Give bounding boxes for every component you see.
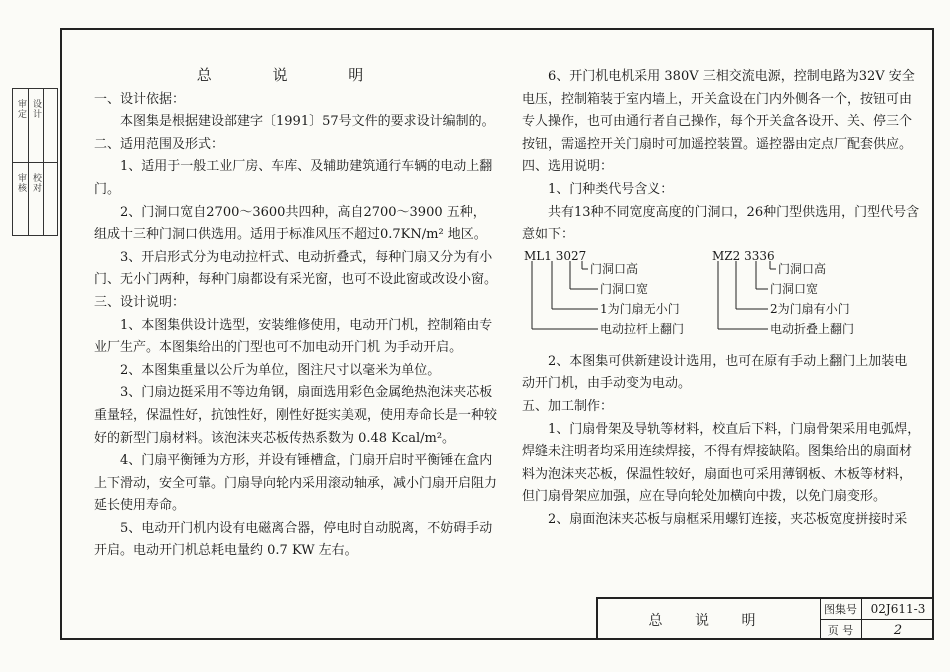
signature-cell: 审定: [16, 99, 26, 119]
code-label: 电动拉杆上翻门: [600, 321, 685, 336]
code-label: 电动折叠上翻门: [770, 321, 855, 336]
code-label: 门洞口高: [590, 261, 639, 276]
paragraph-line: 组成十三种门洞口供选用。适用于标准风压不超过0.7KN/m² 地区。: [94, 227, 487, 243]
door-code: MZ2 3336: [712, 248, 775, 263]
code-label: 门洞口高: [778, 261, 827, 276]
paragraph-line: 焊缝未注明者均采用连续焊接，不得有焊接缺陷。图集给出的扇面材: [522, 444, 913, 460]
paragraph-line: 上下滑动，安全可靠。门扇导向轮内采用滚动轴承，减小门扇开启阻力: [94, 475, 498, 491]
signature-cell: 校对: [31, 173, 41, 193]
paragraph-line: 专人操作，也可由通行者自己操作，每个开关盒各设开、关、停三个: [522, 114, 913, 130]
paragraph-line: 2、门洞口宽自2700～3600共四种，高自2700～3900 五种，: [120, 204, 486, 220]
atlas-value: 02J611-3: [862, 599, 934, 620]
doc-title: 总 说 明: [196, 66, 392, 84]
door-code-diagram: [522, 249, 930, 347]
paragraph-line: 6、开门机电机采用 380V 三相交流电源，控制电路为32V 安全: [548, 69, 915, 84]
paragraph-line: 三、设计说明：: [94, 294, 186, 310]
page-value: 2: [893, 622, 903, 638]
signature-divider: [43, 89, 44, 235]
atlas-label: 图集号: [820, 599, 862, 620]
paragraph-line: 好的新型门扇材料。该泡沫夹芯板传热系数为 0.48 Kcal/m²。: [94, 430, 456, 446]
code-label: 门洞口宽: [600, 281, 649, 296]
signature-cell: 设计: [31, 99, 41, 119]
signature-cell: 审核: [16, 173, 26, 193]
left-paragraphs: [94, 89, 498, 563]
paragraph-line: 2、本图集重量以公斤为单位，图注尺寸以毫米为单位。: [120, 362, 441, 378]
paragraph-line: 1、门扇骨架及导轨等材料，校直后下料，门扇骨架采用电弧焊，: [548, 421, 921, 437]
paragraph-line: 一、设计依据：: [94, 91, 186, 107]
code-label: 2为门扇有小门: [770, 301, 850, 316]
paragraph-line: 二、适用范围及形式：: [94, 136, 225, 152]
paragraph-line: 门。: [94, 181, 121, 197]
paragraph-line: 动开门机，由手动变为电动。: [522, 376, 692, 392]
paragraph-line: 2、扇面泡沫夹芯板与扇框采用螺钉连接，夹芯板宽度拼接时采: [548, 511, 908, 527]
paragraph-line: 2、本图集可供新建设计选用，也可在原有手动上翻门上加装电: [548, 353, 908, 369]
paragraph-line: 四、选用说明：: [522, 159, 614, 175]
paragraph-line: 1、适用于一般工业厂房、车库、及辅助建筑通行车辆的电动上翻: [120, 159, 493, 175]
paragraph-line: 门、无小门两种，每种门扇都设有采光窗，也可不设此窗或改设小窗。: [94, 272, 498, 288]
left-column: [94, 64, 498, 563]
title-block: [596, 597, 934, 640]
right-paragraphs-bottom: [522, 351, 930, 532]
paragraph-line: 但门扇骨架应加强，应在导向轮处加横向中拨，以免门扇变形。: [522, 489, 887, 505]
paragraph-line: 按钮，需遥控开关门扇时可加遥控装置。遥控器由定点厂配套供应。: [522, 136, 913, 152]
code-label: 1为门扇无小门: [600, 301, 680, 316]
signature-divider: [28, 89, 29, 235]
paragraph-line: 1、本图集供设计选型，安装维修使用，电动开门机，控制箱由专: [120, 317, 493, 333]
code-bracket-lines: [522, 249, 930, 347]
signature-strip: [12, 88, 58, 236]
door-code: ML1 3027: [524, 248, 587, 263]
paragraph-line: 本图集是根据建设部建字〔1991〕57号文件的要求设计编制的。: [120, 114, 495, 130]
paragraph-line: 3、开启形式分为电动拉杆式、电动折叠式，每种门扇又分为有小: [120, 249, 493, 265]
page-label: 页 号: [820, 620, 862, 640]
right-paragraphs-top: [522, 66, 930, 247]
paragraph-line: 1、门种类代号含义：: [548, 181, 674, 197]
paragraph-line: 料为泡沫夹芯板，保温性较好，扇面也可采用薄钢板、木板等材料，: [522, 466, 913, 482]
paragraph-line: 业厂生产。本图集给出的门型也可不加电动开门机 为手动开启。: [94, 340, 463, 356]
paragraph-line: 电压，控制箱装于室内墙上，开关盒设在门内外侧各一个，按钮可由: [522, 91, 913, 107]
paragraph-line: 共有13种不同宽度高度的门洞口，26种门型供选用，门型代号含: [548, 204, 920, 220]
paragraph-line: 重量轻，保温性好，抗蚀性好，刚性好挺实美观，使用寿命长是一种较: [94, 407, 498, 423]
right-column: [522, 66, 930, 532]
paragraph-line: 4、门扇平衡锤为方形，并设有锤槽盒，门扇开启时平衡锤在盒内: [120, 453, 493, 469]
paragraph-line: 五、加工制作：: [522, 398, 614, 414]
paragraph-line: 开启。电动开门机总耗电量约 0.7 KW 左右。: [94, 543, 358, 559]
paragraph-line: 5、电动开门机内设有电磁离合器，停电时自动脱离，不妨碍手动: [120, 520, 493, 536]
title-block-title: 总 说 明: [598, 599, 821, 640]
paragraph-line: 3、门扇边挺采用不等边角钢，扇面选用彩色金属绝热泡沫夹芯板: [120, 385, 493, 401]
code-label: 门洞口宽: [770, 281, 819, 296]
paragraph-line: 意如下：: [522, 227, 575, 243]
paragraph-line: 延长使用寿命。: [94, 498, 186, 514]
